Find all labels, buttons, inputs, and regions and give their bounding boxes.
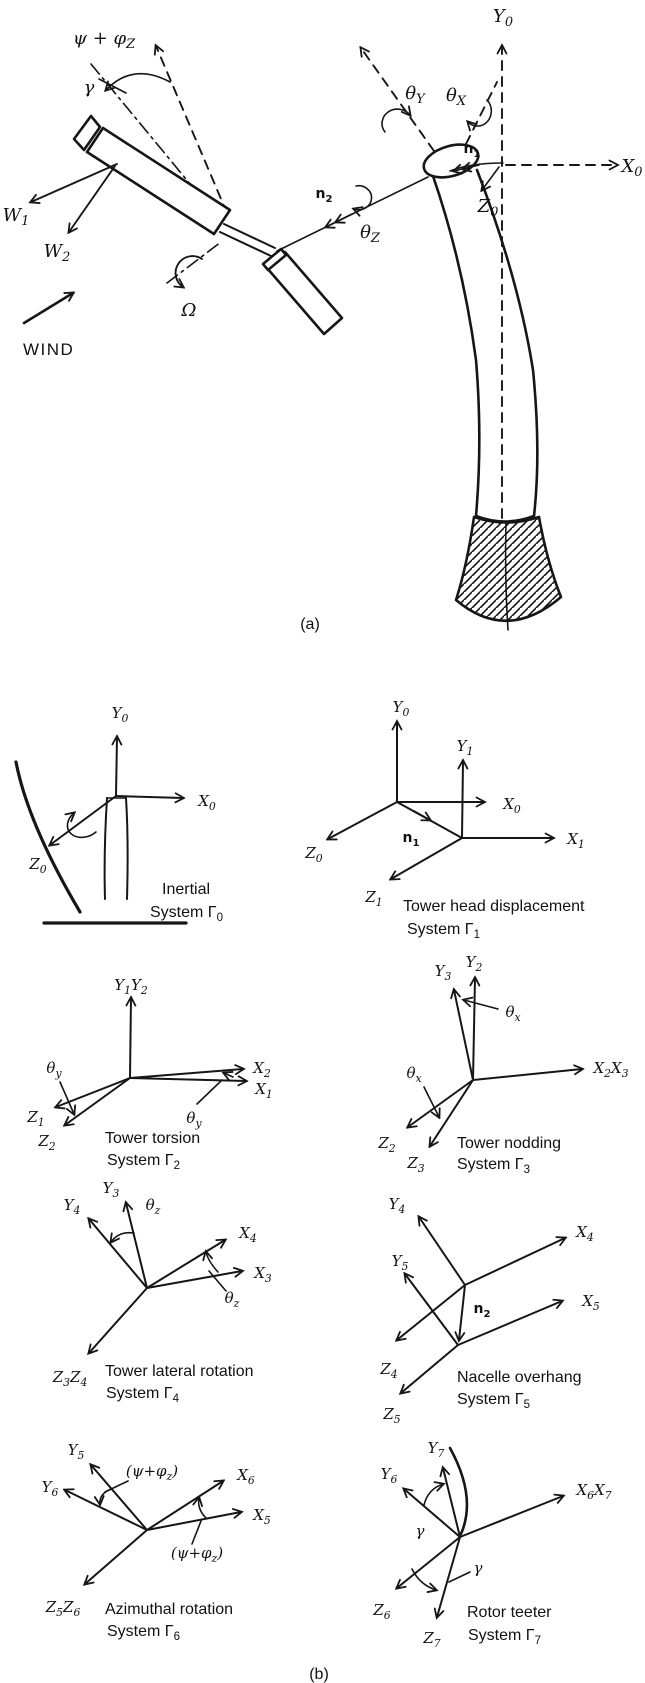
theta-y-left-leader	[60, 1082, 74, 1114]
label-y4: $Y_4$	[63, 1196, 81, 1217]
y1y2-axis-arrow	[130, 998, 131, 1078]
label-theta-x: $\theta_X$	[445, 85, 467, 109]
label-theta-y-left: $\theta_y$	[46, 1059, 62, 1080]
x4-axis-arrow	[465, 1238, 565, 1285]
z4-axis-arrow	[397, 1285, 465, 1340]
n2-link-arrow	[459, 1285, 465, 1340]
theta-z-lower-arc	[206, 1252, 218, 1272]
tower-right-edge	[477, 170, 537, 516]
label-z0: $Z_0$	[305, 844, 323, 865]
label-z6: $Z_6$	[373, 1601, 391, 1622]
label-theta-x-right: $\theta_x$	[505, 1003, 521, 1024]
label-n1: $n_1$	[402, 830, 420, 849]
label-theta-x-left: $\theta_x$	[406, 1064, 422, 1085]
system-name-line1: Azimuthal rotation	[105, 1601, 234, 1618]
y5-axis-arrow	[405, 1274, 458, 1345]
system-tower-head-displacement-gamma1	[304, 698, 585, 941]
system-name-line1: Tower nodding	[457, 1135, 562, 1152]
label-y1y2: $Y_1Y_2$	[114, 976, 148, 997]
z0-axis-arrow	[328, 802, 397, 839]
label-z5z6: $Z_5Z_6$	[45, 1598, 81, 1619]
system-name-line2: System $\Gamma_0$	[150, 904, 224, 924]
shaft-line-upper	[224, 224, 275, 248]
label-y6: $Y_6$	[380, 1465, 398, 1486]
shaft-line-lower	[220, 232, 271, 256]
system-name-line2: System $\Gamma_6$	[107, 1623, 181, 1643]
label-z2: $Z_2$	[378, 1134, 396, 1155]
label-x0: $X_0$	[198, 792, 216, 813]
theta-x-rotation-arrow	[468, 100, 491, 126]
label-y5: $Y_5$	[391, 1252, 409, 1273]
blade-curve	[16, 762, 80, 912]
label-n1: $n_1$	[463, 141, 481, 160]
tower-right	[126, 798, 128, 899]
system-name-line2: System $\Gamma_3$	[457, 1156, 531, 1176]
system-inertial-gamma0	[16, 704, 223, 924]
y7-axis-arrow	[443, 1468, 460, 1537]
gamma-upper-arc	[424, 1484, 443, 1505]
label-y3: $Y_3$	[102, 1179, 120, 1200]
tower-left	[105, 798, 107, 899]
system-azimuthal-rotation-gamma6	[42, 1441, 271, 1643]
z5z6-axis-arrow	[85, 1530, 147, 1584]
n1-chevron	[414, 811, 430, 820]
label-n2: $n_2$	[315, 186, 333, 205]
theta-x-axis-dashed	[466, 82, 497, 144]
label-x6: $X_6$	[237, 1466, 255, 1487]
system-name-line1: Tower lateral rotation	[105, 1363, 254, 1380]
label-theta-z-bottom: $\theta_z$	[224, 1289, 240, 1310]
theta-y-right-leader	[197, 1080, 222, 1104]
y1-axis-arrow	[462, 761, 463, 838]
label-gamma-lower: γ	[473, 1559, 483, 1577]
label-x5: $X_5$	[582, 1292, 600, 1313]
label-theta-y-right: $\theta_y$	[186, 1109, 202, 1130]
blade-curve	[450, 1448, 467, 1534]
label-x5: $X_5$	[253, 1506, 271, 1527]
y4-axis-arrow	[419, 1217, 465, 1285]
label-gamma: γ	[83, 77, 95, 98]
system-name-line1: Tower torsion	[105, 1130, 201, 1147]
z3z4-axis-arrow	[89, 1288, 147, 1353]
rotor-blade-lower	[267, 252, 342, 334]
system-name-line2: System $\Gamma_2$	[107, 1152, 181, 1172]
rotor-blade-upper	[87, 128, 230, 234]
system-name-line1: Nacelle overhang	[457, 1369, 582, 1386]
tower	[433, 170, 561, 630]
y2-axis-arrow	[473, 978, 475, 1080]
wind-turbine-schematic	[3, 6, 643, 630]
n2-chevron-2	[326, 219, 342, 227]
rotor	[74, 116, 342, 334]
label-x1: $X_1$	[255, 1080, 273, 1101]
system-tower-nodding-gamma3	[377, 953, 628, 1176]
label-y4: $Y_4$	[388, 1195, 406, 1216]
label-y0: $Y_0$	[392, 698, 410, 719]
label-w1: $W_1$	[2, 205, 30, 229]
system-tower-lateral-rotation-gamma4	[52, 1179, 272, 1405]
theta-y-right-arrow	[224, 1073, 233, 1077]
x1-axis-arrow	[130, 1078, 246, 1081]
y6-axis-arrow	[65, 1490, 147, 1530]
system-tower-torsion-gamma2	[26, 976, 272, 1172]
label-y3: $Y_3$	[434, 962, 452, 983]
label-z3z4: $Z_3Z_4$	[52, 1368, 88, 1389]
z5-axis-arrow	[401, 1345, 458, 1393]
caption-part-a: (a)	[300, 616, 320, 633]
z1-axis-arrow	[56, 1078, 130, 1107]
label-x2: $X_2$	[253, 1059, 271, 1080]
label-theta-y: $\theta_Y$	[405, 83, 425, 107]
theta-z-upper-arc	[111, 1233, 134, 1242]
y6-axis-arrow	[404, 1489, 460, 1537]
z7-axis-arrow	[437, 1537, 460, 1617]
label-x1: $X_1$	[567, 830, 585, 851]
label-y7: $Y_7$	[427, 1439, 445, 1460]
label-gamma-upper: γ	[415, 1522, 425, 1540]
theta-z-rotation-arrow	[354, 186, 372, 210]
omega-rotation-arrow	[176, 256, 202, 287]
label-n2: $n_2$	[473, 1301, 491, 1320]
tower-pedestal-hatched	[456, 517, 561, 621]
label-y5: $Y_5$	[67, 1441, 85, 1462]
z0-arrow	[482, 167, 499, 190]
system-name-line2: System $\Gamma_7$	[468, 1627, 542, 1647]
label-y6: $Y_6$	[41, 1478, 59, 1499]
label-z1: $Z_1$	[27, 1108, 45, 1129]
label-y0: $Y_0$	[111, 704, 129, 725]
label-wind: WIND	[23, 340, 75, 359]
angle-bottom-leader	[192, 1521, 201, 1544]
z2-axis-arrow	[65, 1078, 130, 1125]
label-x3: $X_3$	[254, 1264, 272, 1285]
label-x0: $X_0$	[503, 795, 521, 816]
label-x6x7: $X_6X_7$	[576, 1481, 612, 1502]
label-z3: $Z_3$	[407, 1154, 425, 1175]
label-y0: $Y_0$	[492, 6, 514, 30]
system-name-line1: Rotor teeter	[467, 1604, 552, 1621]
caption-part-b: (b)	[309, 1666, 329, 1683]
theta-x-right-leader	[464, 1000, 498, 1009]
label-z5: $Z_5$	[383, 1405, 401, 1426]
label-y1: $Y_1$	[456, 737, 474, 758]
label-omega: Ω	[181, 300, 197, 321]
label-angle-bottom: $(\psi+\varphi_z)$	[170, 1544, 224, 1565]
label-theta-z: $\theta_Z$	[360, 222, 380, 246]
system-name-line2: System $\Gamma_5$	[457, 1391, 531, 1411]
label-theta-z-top: $\theta_z$	[145, 1196, 161, 1217]
label-psi-phi-z: $\psi + \varphi_Z$	[72, 28, 136, 52]
x2x3-axis-arrow	[473, 1069, 582, 1080]
gamma-lower-leader	[449, 1572, 470, 1582]
label-w2: $W_2$	[43, 241, 71, 265]
system-name-line1: Inertial	[162, 881, 211, 898]
label-x0: $X_0$	[621, 156, 643, 180]
label-x4: $X_4$	[239, 1224, 257, 1245]
tower-left-edge	[433, 176, 479, 516]
label-angle-top: $(\psi+\varphi_z)$	[125, 1462, 179, 1483]
angle-arc-lower	[199, 1498, 206, 1518]
label-z0: $Z_0$	[29, 855, 47, 876]
y3-axis-arrow	[454, 990, 473, 1080]
system-name-line1: Tower head displacement	[403, 898, 585, 915]
system-nacelle-overhang-gamma5	[379, 1195, 600, 1426]
x6x7-axis-arrow	[460, 1496, 563, 1537]
label-y2: $Y_2$	[465, 953, 483, 974]
z6-axis-arrow	[397, 1537, 460, 1588]
label-z4: $Z_4$	[380, 1360, 398, 1381]
system-rotor-teeter-gamma7	[372, 1439, 611, 1650]
label-z7: $Z_7$	[423, 1629, 441, 1650]
system-name-line2: System $\Gamma_4$	[106, 1385, 180, 1405]
label-z2: $Z_2$	[38, 1132, 56, 1153]
label-z0: $Z_0$	[477, 196, 499, 220]
y-axis-arrow	[116, 737, 117, 796]
z2-axis-arrow	[408, 1080, 473, 1127]
label-z1: $Z_1$	[365, 888, 383, 909]
system-name-line2: System $\Gamma_1$	[407, 921, 481, 941]
rotation-arc	[67, 813, 96, 837]
theta-x-left-leader	[424, 1087, 439, 1117]
label-x2x3: $X_2X_3$	[593, 1059, 629, 1080]
label-x4: $X_4$	[576, 1223, 594, 1244]
wind-arrow	[24, 293, 73, 323]
